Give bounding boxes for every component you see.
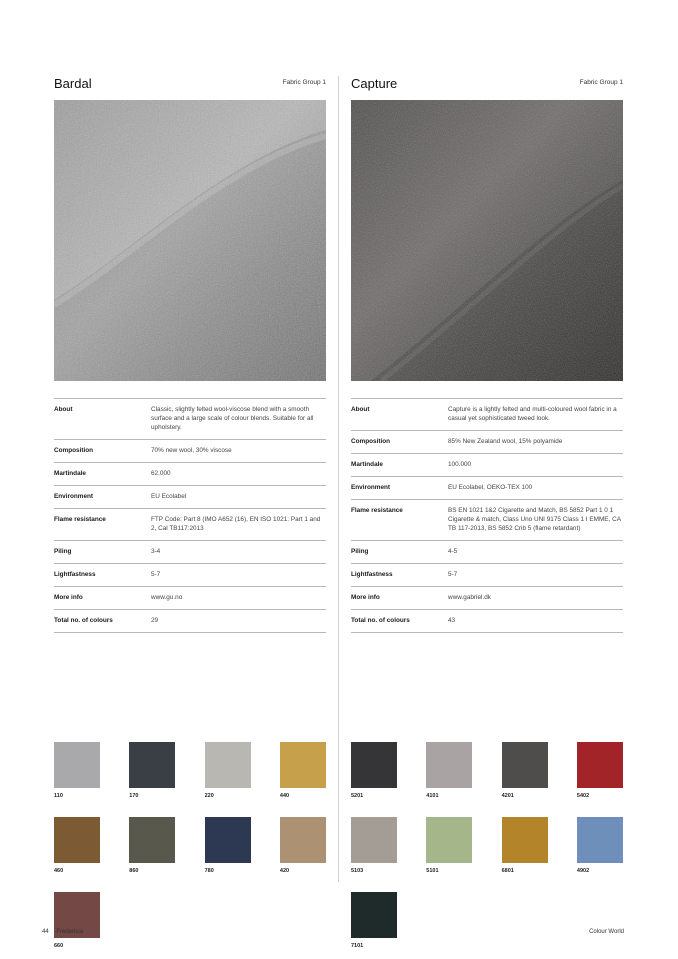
colour-swatch [129,742,175,799]
colour-swatch [205,742,251,799]
spec-row [351,500,623,541]
colour-sample [205,817,251,863]
spec-value: 3-4 [151,548,161,555]
spec-label: Piling [54,548,72,555]
fabric-texture-svg [54,100,326,381]
spec-value: BS EN 1021 1&2 Cigarette and Match, BS 5852 Part 1 0 1 Cigarette & match, Class Uno UNI 9175 Class 1 I EMME, CA TB 117-2013, BS 5852 Crib 5 (flame retardant) [448,507,621,532]
spec-row [54,610,326,633]
colour-sample [351,892,397,938]
spec-value: 62.000 [151,470,171,477]
spec-value: 43 [448,617,456,624]
colour-swatch [426,817,472,874]
colour-sample [129,817,175,863]
colour-code: 6801 [501,868,514,874]
specs-table [54,398,326,633]
spec-row [54,463,326,486]
spec-value: 100.000 [448,461,472,468]
spec-label: Lightfastness [54,571,96,578]
colour-code: 220 [204,793,214,799]
spec-label: Lightfastness [351,571,393,578]
spec-label: Total no. of colours [54,617,113,624]
colour-sample [502,742,548,788]
fabric-name: Bardal [54,76,92,91]
spec-label: About [54,406,73,413]
colour-swatch [502,817,548,874]
colour-swatch [351,817,397,874]
colour-sample [205,742,251,788]
colour-code: 4902 [576,868,590,874]
colour-swatch [577,742,623,799]
spec-value: 70% new wool, 30% viscose [151,447,232,454]
spec-row [54,587,326,610]
colour-swatch [426,742,472,799]
colour-swatch [54,892,100,949]
fabric-header [351,76,623,100]
colour-sample [280,817,326,863]
spec-value: EU Ecolabel, OEKO-TEX 100 [448,484,533,491]
colour-code: 420 [279,868,290,874]
spec-label: Environment [351,484,391,491]
colour-swatch [280,742,326,799]
colour-code: 780 [204,868,214,874]
colour-swatch [54,742,100,799]
colour-code: 4201 [501,793,514,799]
colour-sample [280,742,326,788]
colour-swatch [577,817,623,874]
spec-label: More info [351,594,380,601]
colour-code: 460 [54,868,64,874]
colour-code: 170 [129,793,139,799]
spec-row [54,564,326,587]
spec-row [351,477,623,500]
fabric-group: Fabric Group 1 [282,79,326,86]
spec-value: 5-7 [448,571,458,578]
fabric-header [54,76,326,100]
spec-row [351,454,623,477]
colour-sample [54,742,100,788]
spec-label: Environment [54,493,94,500]
colour-code: 440 [279,793,290,799]
spec-value: 5-7 [151,571,161,578]
colour-swatch [502,742,548,799]
spec-label: Flame resistance [351,507,403,514]
colour-code: 7101 [351,943,364,949]
spec-row [351,587,623,610]
spec-row [351,541,623,564]
fabric-texture-image [351,100,623,381]
colour-swatch [351,742,397,799]
page-number: 44 [42,929,49,935]
spec-value: www.gabriel.dk [448,594,491,601]
colour-code: 5101 [426,868,439,874]
fabric-name: Capture [351,76,398,91]
colour-code: 4101 [426,793,439,799]
spec-row [351,399,623,431]
colour-swatch [54,817,100,874]
spec-label: Piling [351,548,369,555]
colour-code: 5402 [576,793,590,799]
colour-code: 5103 [351,868,364,874]
colour-sample [351,817,397,863]
spec-value: 4-5 [448,548,458,555]
colour-swatch [205,817,251,874]
colour-sample [502,817,548,863]
spec-value: EU Ecolabel [151,493,187,500]
colour-swatch [129,817,175,874]
spec-row [351,431,623,454]
colour-sample [351,742,397,788]
fabric-texture-svg [351,100,623,381]
spec-row [351,610,623,633]
spec-label: About [351,406,370,413]
spec-label: More info [54,594,83,601]
specs-table [351,398,623,633]
colour-sample [129,742,175,788]
spec-value: Classic, slightly felted wool-viscose blend with a smooth surface and a large scale of colour blends. Suitable for all upholstery. [151,406,314,431]
spec-label: Composition [351,438,391,445]
colour-code: 110 [54,793,63,799]
spec-row [351,564,623,587]
colour-sample [577,742,623,788]
spec-row [54,541,326,564]
colour-sample [577,817,623,863]
spec-row [54,486,326,509]
footer-left [42,929,89,935]
spec-label: Martindale [351,461,383,468]
footer-brand: Fredericia [56,929,84,935]
colour-code: 660 [54,943,64,949]
spec-label: Total no. of colours [351,617,410,624]
spec-label: Composition [54,447,94,454]
spec-value: 85% New Zealand wool, 15% polyamide [448,438,563,445]
spec-value: FTP Code: Part 8 (IMO A652 (16), EN ISO 1021: Part 1 and 2, Cal TB117:2013 [151,516,321,532]
spec-value: www.gu.no [151,594,183,601]
colour-sample [426,742,472,788]
column-divider [338,76,339,882]
spec-row [54,399,326,440]
colour-swatch [280,817,326,874]
colour-code: 860 [129,868,139,874]
spec-row [54,509,326,541]
spec-label: Martindale [54,470,86,477]
footer-section: Colour World [589,929,624,935]
fabric-group: Fabric Group 1 [579,79,623,86]
colour-swatch [351,892,397,949]
spec-value: 29 [151,617,159,624]
spec-value: Capture is a lightly felted and multi-coloured wool fabric in a casual yet sophisticated tweed look. [448,406,617,422]
colour-sample [54,817,100,863]
colour-code: 5201 [351,793,364,799]
fabric-texture-image [54,100,326,381]
spec-row [54,440,326,463]
colour-sample [426,817,472,863]
spec-label: Flame resistance [54,516,106,523]
